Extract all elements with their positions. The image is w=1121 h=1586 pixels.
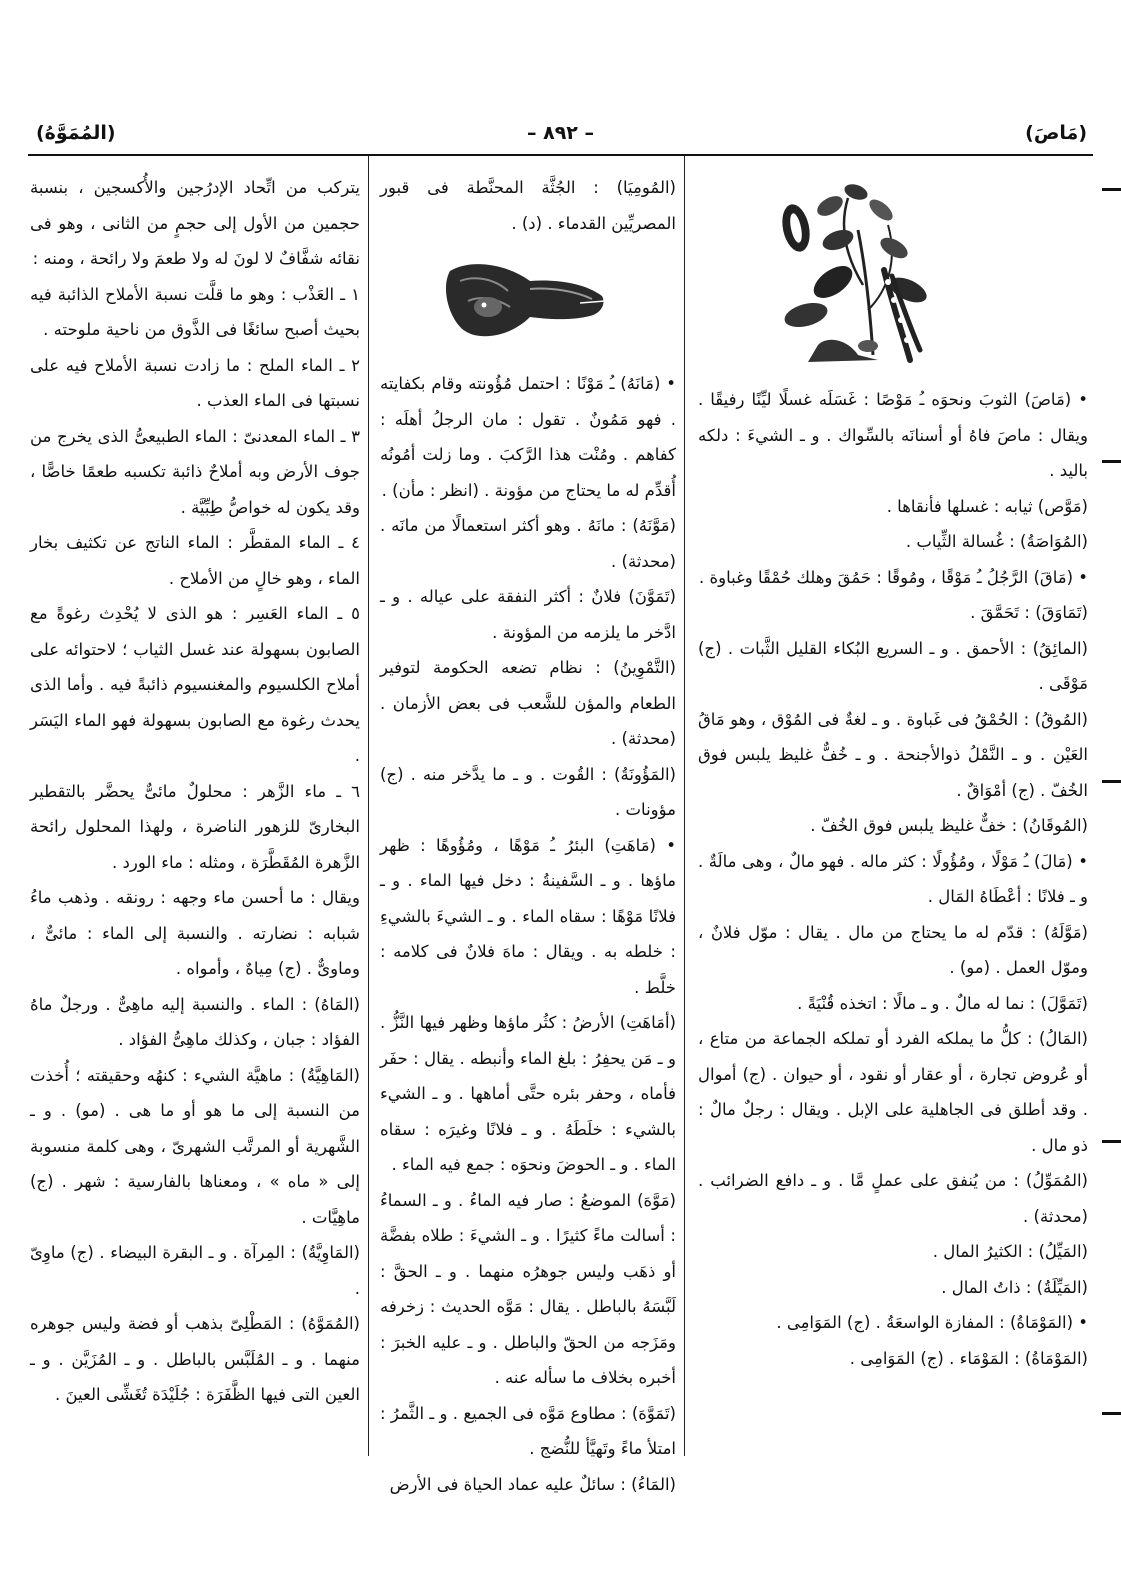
dictionary-entry: (المُمَوِّلُ) : من يُنفق على عملٍ مَّا . و ـ دافع الضرائب . (محدثة) .	[698, 1171, 1088, 1226]
dictionary-entry: (المُوقَانُ) : خفٌّ غليظ يلبس فوق الخُفّ .	[810, 816, 1088, 835]
dictionary-entry: ٣ ـ الماء المعدنىّ : الماء الطبيعىُّ الذى يخرج من جوف الأرض وبه أملاحٌ ذائبة تكسبه طعمًا خاصًّا ، وقد يكون له خواصُّ طِبِّيَّة .	[30, 426, 360, 517]
header-left-entry: (المُمَوَّهُ)	[36, 122, 116, 144]
column-right	[698, 170, 1088, 1460]
dictionary-entry: (التَّمْوِينُ) : نظام تضعه الحكومة لتوفير الطعام والمؤن للشَّعب فى بعض الأزمان . (محدثة) .	[380, 658, 676, 748]
dictionary-entry: (أمَاهَتِ) الأرضُ : كثُر ماؤها وظهر فيها النَّزُّ . و ـ مَن يحفِرُ : بلغ الماء وأنبطه . يقال : حفَر فأماه ، وحفر بئره حتَّى أماهها . و ـ الشيء بالشيء : خلَطَهُ . و ـ فلانًا وغيرَه : سقاه الماء . و ـ الحوضَ ونحوَه : جمع فيه الماء .	[380, 1013, 676, 1174]
dictionary-entry: • (مَاهَتِ) البئرُ ـُ مَوْهًا ، ومُؤُوهًا : ظهر ماؤها . و ـ السَّفينةُ : دخل فيها الماء . و ـ فلانًا مَوْهًا : سقاه الماء . و ـ الشيءَ بالشيءِ : خلطه به . ويقال : ماهَ فلانٌ فى كلامه : خلَّط .	[380, 835, 676, 997]
column-middle	[380, 170, 676, 1494]
dictionary-entry: (المُومِيَا) : الجُثَّة المحنَّطة فى قبور المصريِّين القدماء . (د) .	[380, 178, 676, 233]
dictionary-entry: • (المَوْمَاةُ) : المفازة الواسعَةُ . (ج) المَوَامِى .	[776, 1313, 1088, 1332]
dictionary-entry: (مَوَّهَ) الموضعُ : صار فيه الماءُ . و ـ السماءُ : أسالت ماءً كثيرًا . و ـ الشيءَ : طلاه بفضَّة أو ذهَب وليس جوهرُه منهما . و ـ الحقَّ : لَبَّسَهُ بالباطل . يقال : مَوَّه الحديث : زخرفه ومَزَجه من الحقّ والباطل . و ـ عليه الخبرَ : أخبره بخلاف ما سأله عنه .	[380, 1190, 676, 1387]
margin-mark	[1102, 780, 1121, 783]
dictionary-entry: (المَاوِيَّةُ) : المِرآة . و ـ البقرة البيضاء . (ج) ماوِىّ .	[30, 1243, 360, 1298]
dictionary-entry: (المائِقُ) : الأحمق . و ـ السريع البُكاء القليل الثَّبات . (ج) مَوْقَى .	[698, 638, 1088, 693]
header-rule	[28, 154, 1093, 156]
dictionary-entry: (تَمَوَّنَ) فلانٌ : أكثر النفقة على عياله . و ـ ادَّخر ما يلزمه من المؤونة .	[380, 587, 676, 642]
running-header	[28, 118, 1093, 152]
dictionary-entry: (المُوقُ) : الحُمْقُ فى غَباوة . و ـ لغةٌ فى المُوْق ، وهو مَاقُ العَيْن . و ـ النَّمْلُ ذوالأجنحة . و ـ خُفٌّ غليظ يلبس فوق الخُفّ . (ج) أمْوَاقٌ .	[698, 709, 1088, 800]
dictionary-entry: ٥ ـ الماء العَسِر : هو الذى لا يُحْدِث رغوةً مع الصابون بسهولة عند غسل الثياب ؛ لاحتوائه على أملاح الكلسيوم والمغنسيوم ذائبةً فيه . وأما الذى يحدث رغوة مع الصابون بسهولة فهو الماء اليَسَر .	[30, 604, 360, 765]
header-right-entry: (مَاصَ)	[1025, 122, 1087, 144]
dictionary-entry: (تَمَاوَقَ) : تَحَمَّقَ .	[970, 603, 1088, 622]
dictionary-entry: (المَيِّلُ) : الكثيرُ المال .	[932, 1242, 1088, 1261]
margin-mark	[1102, 460, 1121, 463]
dictionary-entry: ٤ ـ الماء المقطَّر : الماء الناتج عن تكثيف بخار الماء ، وهو خالٍ من الأملاح .	[30, 533, 360, 588]
dictionary-entry: (المَوْمَاةُ) : المَوْمَاء . (ج) المَوَامِى .	[849, 1348, 1088, 1368]
column-divider	[684, 156, 685, 1456]
column-divider	[368, 156, 369, 1456]
dictionary-entry: (المَيِّلَةُ) : ذاتُ المال .	[941, 1277, 1088, 1297]
dictionary-entry: (تَمَوَّلَ) : نما له مالٌ . و ـ مالًا : اتخذه قُنْيَةً .	[797, 993, 1088, 1013]
dictionary-entry: ٦ ـ ماء الزَّهر : محلولٌ مائىٌّ يحضَّر بالتقطير البخارىّ للزهور الناضرة ، ولهذا المحلول رائحة الزَّهرة المُقَطَّرَة ، ومثله : ماء الورد .	[30, 781, 360, 872]
dictionary-entry: ١ ـ العَذْب : وهو ما قلَّت نسبة الأملاح الذائبة فيه بحيث أصبح سائغًا فى الذَّوق من ناحية ملوحته .	[30, 284, 360, 339]
dictionary-entry: يتركب من اتِّحاد الإدرُجين والأُكسجين ، بنسبة حجمين من الأول إلى حجمٍ من الثانى ، وهو فى نقائه شفَّافٌ لا لونَ له ولا طعمَ ولا رائحة ، ومنه :	[30, 178, 360, 268]
dictionary-entry: (المَاهِيَّةُ) : ماهيَّة الشيء : كنهُه وحقيقته ؛ أُخذت من النسبة إلى ما هو أو ما هى . (مو) . و ـ الشَّهرية أو المرتَّب الشهرىّ ، وهى كلمة منسوبة إلى « ماه » ، ومعناها بالفارسية : شهر . (ج) ماهِيَّات .	[30, 1065, 360, 1227]
dictionary-entry: (مَوَّص) ثيابه : غسلها فأنقاها .	[886, 496, 1088, 516]
dictionary-entry: (مَوَّلَهُ) : قدّم له ما يحتاج من مال . يقال : موّل فلانٌ ، وموّل العمل . (مو) .	[698, 922, 1088, 977]
dictionary-entry: (مَوَّنَهُ) : مانَهُ . وهو أكثر استعمالًا من مانَه . (محدثة) .	[380, 516, 676, 571]
dictionary-entry: • (مَاقَ) الرَّجُلُ ـُ مَوْقًا ، ومُوقًا : حَمُقَ وهلك حُمْقًا وغباوة .	[699, 567, 1088, 587]
dictionary-entry: (المَالُ) : كلُّ ما يملكه الفرد أو تملكه الجماعة من متاع ، أو عُروض تجارة ، أو عقار أو نقود ، أو حيوان . (ج) أموال . وقد أطلق فى الجاهلية على الإبل . ويقال : رجلٌ مالٌ : ذو مال .	[698, 1029, 1088, 1155]
margin-mark	[1102, 1412, 1121, 1415]
plant-illustration	[698, 170, 1088, 368]
dictionary-entry: (المُمَوَّهُ) : المَطْلِىّ بذهب أو فضة وليس جوهره منهما . و ـ المُلَبَّس بالباطل . و ـ المُزَيَّن . و ـ العين التى فيها الظَّفَرَة : جُلَيْدَة تُغَشِّى العينَ .	[30, 1314, 360, 1404]
mummy-illustration	[380, 241, 676, 366]
dictionary-entry: ويقال : ما أحسن ماء وجهه : رونقه . وذهب ماءُ شبابه : نضارته . والنسبة إلى الماء : مائىٌّ ، وماوىٌّ . (ج) مِياهٌ ، وأمواه .	[30, 888, 360, 978]
dictionary-entry: (المَؤُونَةُ) : القُوت . و ـ ما يدَّخر منه . (ج) مؤونات .	[380, 764, 676, 819]
dictionary-entry: (المَاءُ) : سائلٌ عليه عماد الحياة فى الأرض	[389, 1474, 676, 1494]
margin-mark	[1102, 1140, 1121, 1143]
dictionary-entry: • (مَاصَ) الثوبَ ونحوَه ـُ مَوْصًا : غَسَلَه غسلًا ليِّنًا رفيقًا . ويقال : ماصَ فاهُ أو أسنانَه بالسِّواك . و ـ الشيءَ : دلكه باليد .	[698, 390, 1088, 480]
dictionary-entry: (المُوَاصَةُ) : غُسالة الثِّياب .	[905, 532, 1088, 551]
page-number: – ٨٩٢ –	[526, 122, 595, 144]
dictionary-entry: • (مَالَ) ـُ مَوْلًا ، ومُؤُولًا : كثر ماله . فهو مالٌ ، وهى مالَةٌ . و ـ فلانًا : أعْطَاهُ المَال .	[698, 851, 1088, 906]
dictionary-entry: (تَمَوَّهَ) : مطاوع مَوَّه فى الجميع . و ـ الثَّمرُ : امتلأ ماءً وتَهيَّأ للنُّضج .	[380, 1403, 676, 1458]
margin-mark	[1102, 188, 1121, 191]
dictionary-entry: ٢ ـ الماء الملح : ما زادت نسبة الأملاح فيه على نسبتها فى الماء العذب .	[30, 355, 360, 410]
dictionary-entry: • (مَانَهُ) ـُ مَوْنًا : احتمل مُؤُونته وقام بكفايته . فهو مَمُونٌ . تقول : مان الرجلُ أهلَه : كفاهم . ومُنْت هذا الرَّكبَ . وما زلت أمُونُه أُقدِّم له ما يحتاج من مؤونة . (انظر : مأن) .	[380, 374, 676, 500]
dictionary-entry: (المَاهُ) : الماء . والنسبة إليه ماهِىٌّ . ورجلٌ ماهُ الفؤاد : جبان ، وكذلك ماهِىُّ الفؤاد .	[30, 994, 360, 1049]
column-left	[30, 170, 360, 1460]
